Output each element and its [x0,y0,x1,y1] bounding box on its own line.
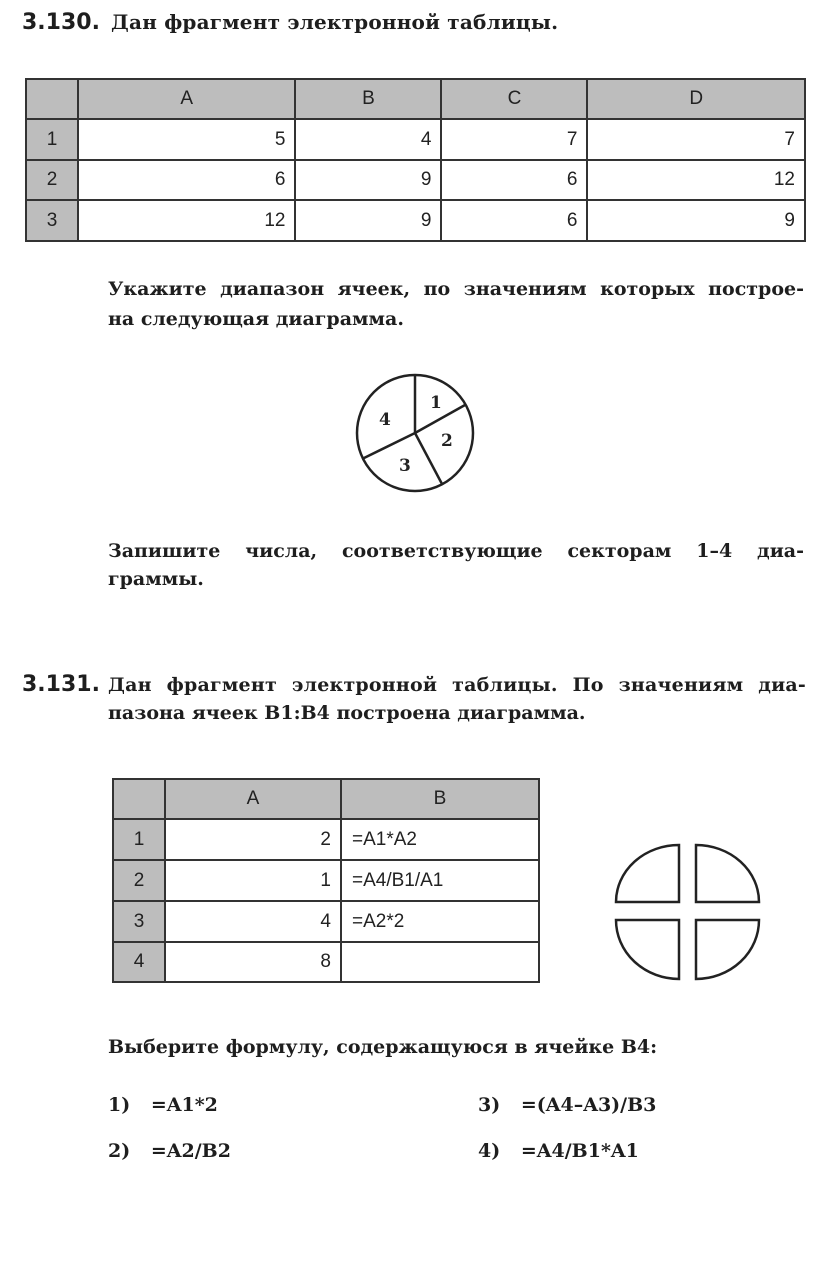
pie-sector [696,920,759,979]
problem-intro-line-1: Дан фрагмент электронной таблицы. По значениям диа- [108,674,806,696]
col-header: A [78,79,295,119]
cell: 12 [587,160,805,200]
option-2[interactable] [108,1140,231,1162]
problem-intro-line-2: пазона ячеек B1:B4 построена диаграмма. [108,702,586,724]
corner-cell [26,79,78,119]
cell: 4 [295,119,441,160]
option-text: =(A4–A3)/B3 [520,1094,657,1116]
choose-formula-question: Выберите формулу, содержащуюся в ячейке B4: [108,1036,658,1058]
cell: 9 [295,200,441,241]
cell: 8 [165,942,341,982]
cell: 4 [165,901,341,942]
pie-sector [616,845,679,902]
problem-3-131-header [22,672,806,697]
row-header: 4 [113,942,165,982]
task-line-1: Запишите числа, соответствующие секторам 1–4 диа- [108,540,804,562]
problem-number: 3.130. [22,10,100,35]
pie-label-4: 4 [379,410,391,430]
table-row [113,901,539,942]
cell: 6 [441,200,587,241]
question-line-2: на следующая диаграмма. [108,308,404,330]
pie-sector [616,920,679,979]
option-number: 3) [478,1094,501,1116]
option-number: 2) [108,1140,131,1162]
table-row [26,119,805,160]
table-row [113,860,539,901]
cell: 7 [441,119,587,160]
table-row [26,200,805,241]
cell: 2 [165,819,341,860]
task-line-2: граммы. [108,568,204,590]
problem-intro: Дан фрагмент электронной таблицы. [111,10,559,34]
formula-cell [341,942,539,982]
cell: 6 [441,160,587,200]
row-header: 1 [113,819,165,860]
option-text: =A4/B1*A1 [520,1140,639,1162]
cell: 12 [78,200,295,241]
row-header: 3 [113,901,165,942]
row-header: 2 [113,860,165,901]
exploded-pie-chart [610,838,764,986]
row-header: 3 [26,200,78,241]
col-header: B [295,79,441,119]
table-row [26,160,805,200]
pie-label-1: 1 [430,393,442,413]
corner-cell [113,779,165,819]
pie-sector [696,845,759,902]
col-header: C [441,79,587,119]
formula-cell: =A4/B1/A1 [341,860,539,901]
formula-cell: =A2*2 [341,901,539,942]
pie-label-2: 2 [441,431,453,451]
cell: 5 [78,119,295,160]
col-header: D [587,79,805,119]
question-line-1: Укажите диапазон ячеек, по значениям которых построе- [108,278,804,300]
cell: 9 [587,200,805,241]
cell: 1 [165,860,341,901]
row-header: 2 [26,160,78,200]
row-header: 1 [26,119,78,160]
col-header: A [165,779,341,819]
pie-chart [350,368,480,498]
problem-3-130-header [22,10,558,35]
cell: 6 [78,160,295,200]
option-4[interactable] [478,1140,639,1162]
table-row [113,942,539,982]
problem-number: 3.131. [22,672,100,697]
spreadsheet-131 [112,778,540,983]
table-row [113,819,539,860]
spreadsheet-130 [25,78,806,242]
option-text: =A1*2 [150,1094,218,1116]
option-1[interactable] [108,1094,218,1116]
formula-cell: =A1*A2 [341,819,539,860]
pie-label-3: 3 [399,456,411,476]
option-text: =A2/B2 [150,1140,231,1162]
option-number: 4) [478,1140,501,1162]
option-number: 1) [108,1094,131,1116]
option-3[interactable] [478,1094,656,1116]
cell: 9 [295,160,441,200]
col-header: B [341,779,539,819]
cell: 7 [587,119,805,160]
